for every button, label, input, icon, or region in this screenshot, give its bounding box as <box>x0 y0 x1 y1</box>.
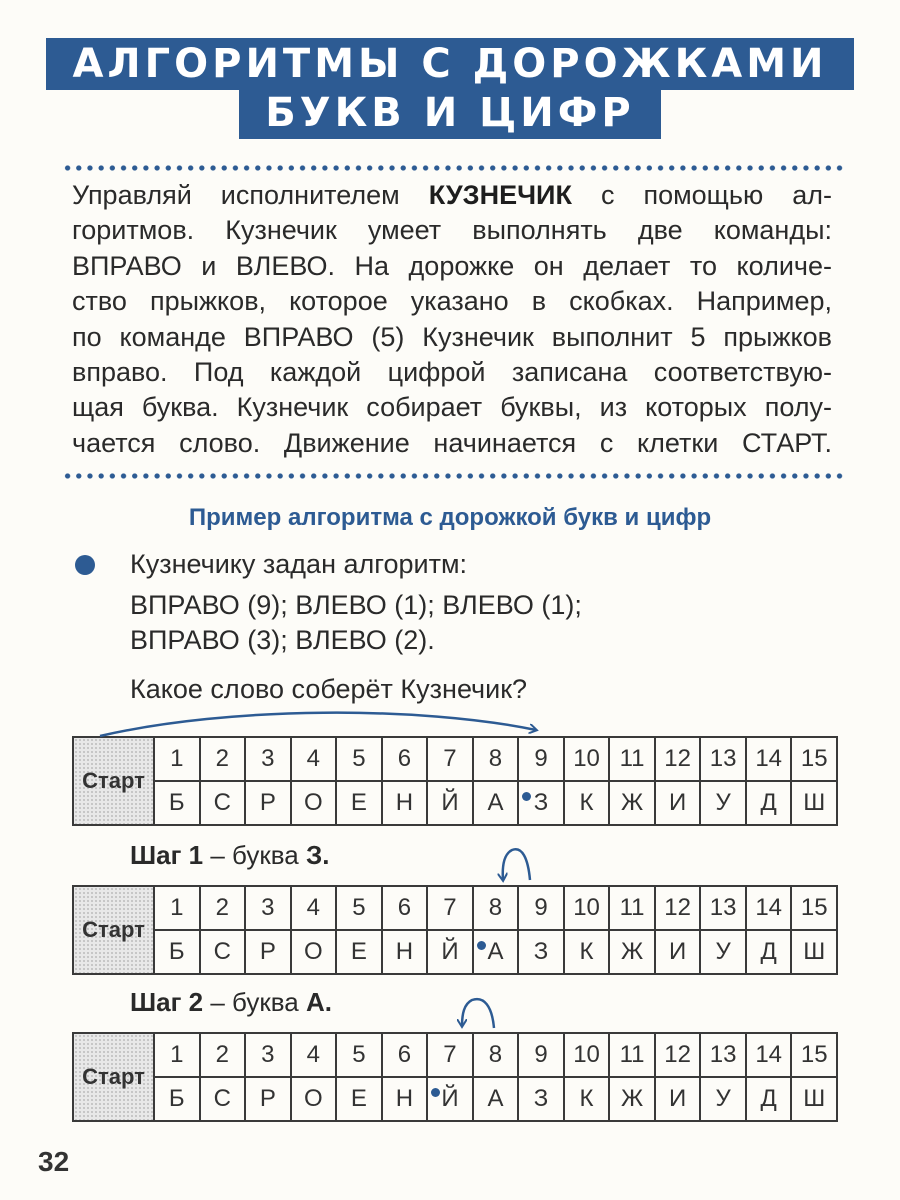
track-number-cell: 15 <box>791 737 837 781</box>
track-number-cell: 2 <box>200 737 246 781</box>
track-number-cell: 10 <box>564 1033 610 1077</box>
track-letter-cell: У <box>700 930 746 974</box>
title-line-2 <box>0 87 900 139</box>
track-number-cell: 3 <box>245 737 291 781</box>
track-letter-cell: Е <box>336 1077 382 1121</box>
track-number-cell: 3 <box>245 886 291 930</box>
track-letter-cell: А <box>473 1077 519 1121</box>
track-number-cell: 10 <box>564 737 610 781</box>
track-number-cell: 5 <box>336 737 382 781</box>
track-number-cell: 2 <box>200 1033 246 1077</box>
track-letter-cell: К <box>564 781 610 825</box>
track-letter-cell: Й <box>427 1077 473 1121</box>
step-label: Шаг 1 <box>130 840 204 870</box>
track-letter-cell: Ш <box>791 930 837 974</box>
track-number-cell: 5 <box>336 1033 382 1077</box>
track-number-cell: 11 <box>609 886 655 930</box>
start-cell: Старт <box>73 886 154 974</box>
task-text: Кузнечику задан алгоритм: <box>130 549 468 579</box>
algorithm-line-2: ВПРАВО (3); ВЛЕВО (2). <box>130 625 435 655</box>
track-letter-cell: Н <box>382 781 428 825</box>
jump-arrow-left-1 <box>503 849 530 880</box>
track-letter-row <box>73 930 837 974</box>
track-letter-cell: Р <box>245 1077 291 1121</box>
track-number-cell: 11 <box>609 1033 655 1077</box>
track-letter-cell: Д <box>746 1077 792 1121</box>
track-letter-cell: Б <box>154 1077 200 1121</box>
track-letter-cell: О <box>291 1077 337 1121</box>
intro-line-5: по команде ВПРАВО (5) Кузнечик выполнит 5 прыжков <box>72 321 832 352</box>
question-text: Какое слово соберёт Кузнечик? <box>130 674 528 704</box>
track-letter-cell: Р <box>245 781 291 825</box>
track-letter-cell: У <box>700 781 746 825</box>
track-table-step-2 <box>72 1032 838 1122</box>
algorithm-line-1: ВПРАВО (9); ВЛЕВО (1); ВЛЕВО (1); <box>130 590 582 620</box>
track-number-cell: 14 <box>746 737 792 781</box>
track-letter-cell: С <box>200 930 246 974</box>
step-dash: – <box>210 840 225 870</box>
track-number-cell: 4 <box>291 737 337 781</box>
track-letter-cell: Р <box>245 930 291 974</box>
track-letter-cell: С <box>200 781 246 825</box>
track-number-cell: 2 <box>200 886 246 930</box>
track-letter-row <box>73 781 837 825</box>
step-2-caption <box>130 987 332 1018</box>
track-number-row <box>73 737 837 781</box>
track-number-cell: 12 <box>655 1033 701 1077</box>
track-letter-cell: И <box>655 1077 701 1121</box>
track-number-cell: 7 <box>427 737 473 781</box>
track-number-cell: 14 <box>746 1033 792 1077</box>
track-letter-cell: З <box>518 930 564 974</box>
intro-line-1 <box>72 178 832 213</box>
step-1-caption <box>130 840 329 871</box>
track-number-cell: 12 <box>655 886 701 930</box>
step-word: буква <box>232 840 299 870</box>
track-table-initial <box>72 736 838 826</box>
track-number-cell: 1 <box>154 1033 200 1077</box>
track-number-cell: 9 <box>518 886 564 930</box>
track-number-cell: 13 <box>700 886 746 930</box>
intro-text: с помощью ал- <box>600 180 832 210</box>
page-title-line-2: БУКВ И ЦИФР <box>239 87 660 139</box>
track-letter-cell: К <box>564 1077 610 1121</box>
track-number-cell: 6 <box>382 1033 428 1077</box>
track-letter-cell: А <box>473 781 519 825</box>
intro-line-4: ство прыжков, которое указано в скобках. Например, <box>72 286 832 317</box>
track-letter-cell: Б <box>154 930 200 974</box>
track-letter-cell: С <box>200 1077 246 1121</box>
track-number-cell: 3 <box>245 1033 291 1077</box>
start-cell: Старт <box>73 737 154 825</box>
track-number-cell: 4 <box>291 886 337 930</box>
title-line-1 <box>0 38 900 90</box>
track-number-row <box>73 1033 837 1077</box>
track-letter-cell: Ж <box>609 1077 655 1121</box>
track-letter-cell: А <box>473 930 519 974</box>
track-letter-cell: Й <box>427 781 473 825</box>
track-letter-cell: Ш <box>791 781 837 825</box>
track-number-cell: 14 <box>746 886 792 930</box>
track-letter-row <box>73 1077 837 1121</box>
step-word: буква <box>232 987 299 1017</box>
step-dash: – <box>210 987 225 1017</box>
track-letter-cell: И <box>655 781 701 825</box>
track-number-cell: 8 <box>473 886 519 930</box>
track-letter-cell: Ш <box>791 1077 837 1121</box>
track-letter-cell: Д <box>746 930 792 974</box>
page-number: 32 <box>38 1146 70 1177</box>
track-letter-cell: Е <box>336 781 382 825</box>
step-label: Шаг 2 <box>130 987 204 1017</box>
jump-arrow-left-1b <box>462 999 494 1028</box>
track-number-cell: 6 <box>382 737 428 781</box>
track-number-cell: 1 <box>154 886 200 930</box>
step-letter: З. <box>305 840 330 870</box>
intro-line-6: вправо. Под каждой цифрой записана соответствую- <box>72 357 832 388</box>
intro-paragraph <box>72 178 832 461</box>
track-letter-cell: Д <box>746 781 792 825</box>
track-number-cell: 13 <box>700 1033 746 1077</box>
track-table-step-1 <box>72 885 838 975</box>
track-letter-cell: О <box>291 781 337 825</box>
track-number-cell: 7 <box>427 886 473 930</box>
track-number-cell: 8 <box>473 737 519 781</box>
intro-line-7: щая буква. Кузнечик собирает буквы, из которых полу- <box>72 392 832 423</box>
track-letter-cell: И <box>655 930 701 974</box>
track-letter-cell: У <box>700 1077 746 1121</box>
track-number-cell: 9 <box>518 737 564 781</box>
track-letter-cell: Й <box>427 930 473 974</box>
track-number-cell: 4 <box>291 1033 337 1077</box>
track-number-cell: 15 <box>791 886 837 930</box>
start-cell: Старт <box>73 1033 154 1121</box>
track-number-cell: 5 <box>336 886 382 930</box>
track-letter-cell: Е <box>336 930 382 974</box>
track-letter-cell: Н <box>382 930 428 974</box>
step-letter: А. <box>305 987 332 1017</box>
track-number-cell: 8 <box>473 1033 519 1077</box>
track-number-cell: 1 <box>154 737 200 781</box>
track-number-cell: 10 <box>564 886 610 930</box>
track-letter-cell: Ж <box>609 930 655 974</box>
track-number-cell: 12 <box>655 737 701 781</box>
track-number-cell: 9 <box>518 1033 564 1077</box>
track-letter-cell: Б <box>154 781 200 825</box>
track-letter-cell: З <box>518 781 564 825</box>
intro-line-8: чается слово. Движение начинается с клетки СТАРТ. <box>72 427 832 458</box>
dotted-divider-top <box>62 164 844 172</box>
intro-line-2: горитмов. Кузнечик умеет выполнять две команды: <box>72 215 832 246</box>
track-number-cell: 15 <box>791 1033 837 1077</box>
jump-arrow-right-9 <box>100 713 536 736</box>
bullet-dot-icon <box>75 555 95 575</box>
track-number-cell: 7 <box>427 1033 473 1077</box>
track-letter-cell: О <box>291 930 337 974</box>
dotted-divider-bottom <box>62 472 844 480</box>
intro-text: Управляй исполнителем <box>72 180 400 210</box>
track-number-cell: 13 <box>700 737 746 781</box>
example-heading: Пример алгоритма с дорожкой букв и цифр <box>188 504 712 531</box>
track-number-row <box>73 886 837 930</box>
track-letter-cell: Ж <box>609 781 655 825</box>
page-title-line-1: АЛГОРИТМЫ С ДОРОЖКАМИ <box>46 38 853 90</box>
intro-keyword: КУЗНЕЧИК <box>428 180 572 210</box>
track-letter-cell: Н <box>382 1077 428 1121</box>
track-letter-cell: З <box>518 1077 564 1121</box>
track-letter-cell: К <box>564 930 610 974</box>
track-number-cell: 6 <box>382 886 428 930</box>
intro-line-3: ВПРАВО и ВЛЕВО. На дорожке он делает то количе- <box>72 250 832 281</box>
track-number-cell: 11 <box>609 737 655 781</box>
